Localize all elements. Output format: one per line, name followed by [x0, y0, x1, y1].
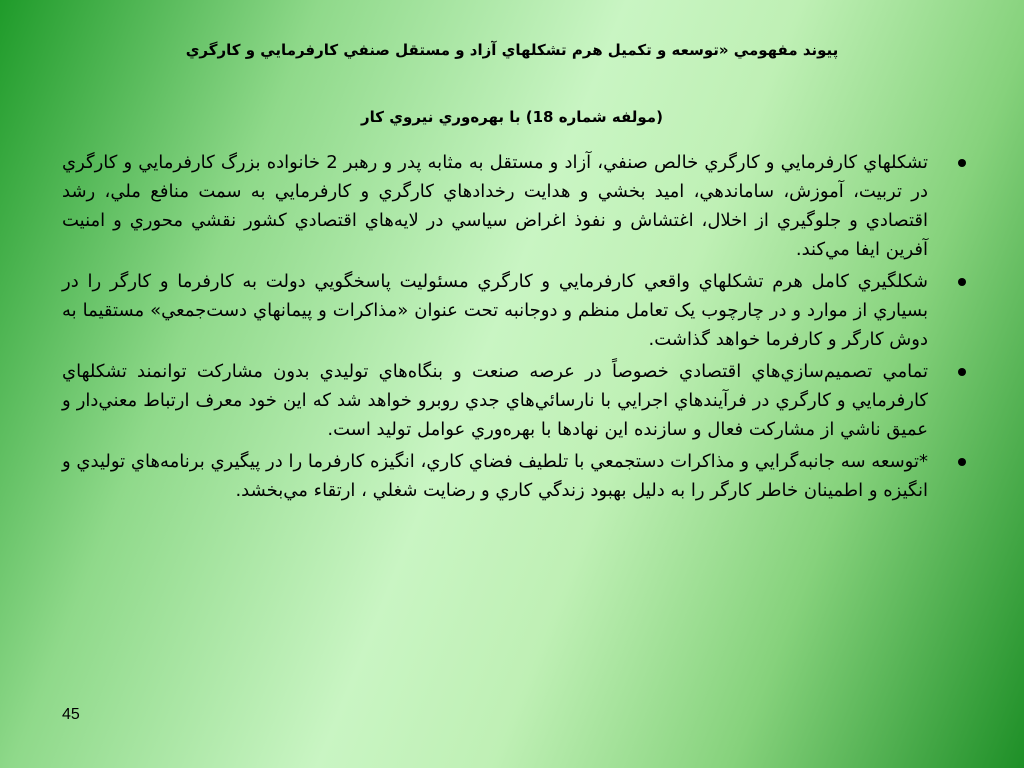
bullet-icon [958, 159, 966, 167]
bullet-text: *توسعه سه جانبه‌گرايي و مذاكرات دستجمعي با تلطيف فضاي كاري، انگيزه كارفرما را در پيگيري برنامه‌هاي توليدي و انگيزه و اطمينان خاطر كارگر را به دليل بهبود زندگي كاري و رضايت شغلي ، ارتقاء مي‌بخشد. [62, 451, 928, 501]
bullet-item [62, 267, 966, 354]
bullet-text: تمامي تصميم‌سازي‌هاي اقتصادي خصوصاً در عرصه صنعت و بنگاه‌هاي توليدي بدون مشاركت توانمند تشكلهاي كارفرمايي و كارگري در فرآيندهاي اجرايي با نارسائي‌هاي جدي روبرو خواهد شد كه اين خود معرف ارتباط معني‌دار و عميق ناشي از مشاركت فعال و سازنده اين نهادها با بهره‌وري عوامل توليد است. [62, 361, 928, 440]
slide-title-line-1: پيوند مفهومي «توسعه و تكميل هرم تشكلهاي آزاد و مستقل صنفي كارفرمايي و كارگري [185, 41, 839, 59]
bullet-icon [958, 368, 966, 376]
bullet-list [62, 148, 966, 508]
bullet-item [62, 447, 966, 505]
bullet-icon [958, 278, 966, 286]
bullet-item [62, 357, 966, 444]
page-number: 45 [62, 706, 80, 723]
bullet-item [62, 148, 966, 264]
bullet-icon [958, 458, 966, 466]
bullet-text: تشكلهاي كارفرمايي و كارگري خالص صنفي، آزاد و مستقل به مثابه پدر و رهبر 2 خانواده بزرگ كارفرمايي و كارگري در تربيت، آموزش، ساماندهي، اميد بخشي و هدايت رخدادهاي كارگري و كارفرمايي به سمت منافع ملي، رشد اقتصادي و جلوگيري از اخلال، اغتشاش و نفوذ اغراض سياسي در لايه‌هاي اقتصادي كشور نقشي محوري و امنيت آفرين ايفا مي‌كند. [62, 152, 928, 260]
bullet-text: شكلگيري كامل هرم تشكلهاي واقعي كارفرمايي و كارگري مسئوليت پاسخگويي دولت به كارفرما و كارگر را در بسياري از موارد و در چارچوب يک تعامل منظم و دوجانبه تحت عنوان «مذاكرات و پيمانهاي دست‌جمعي» مستقيما به دوش كارگر و كارفرما خواهد گذاشت. [62, 271, 928, 350]
slide-title-line-2: (مولفه شماره 18) با بهره‌وري نيروي كار [361, 108, 663, 126]
